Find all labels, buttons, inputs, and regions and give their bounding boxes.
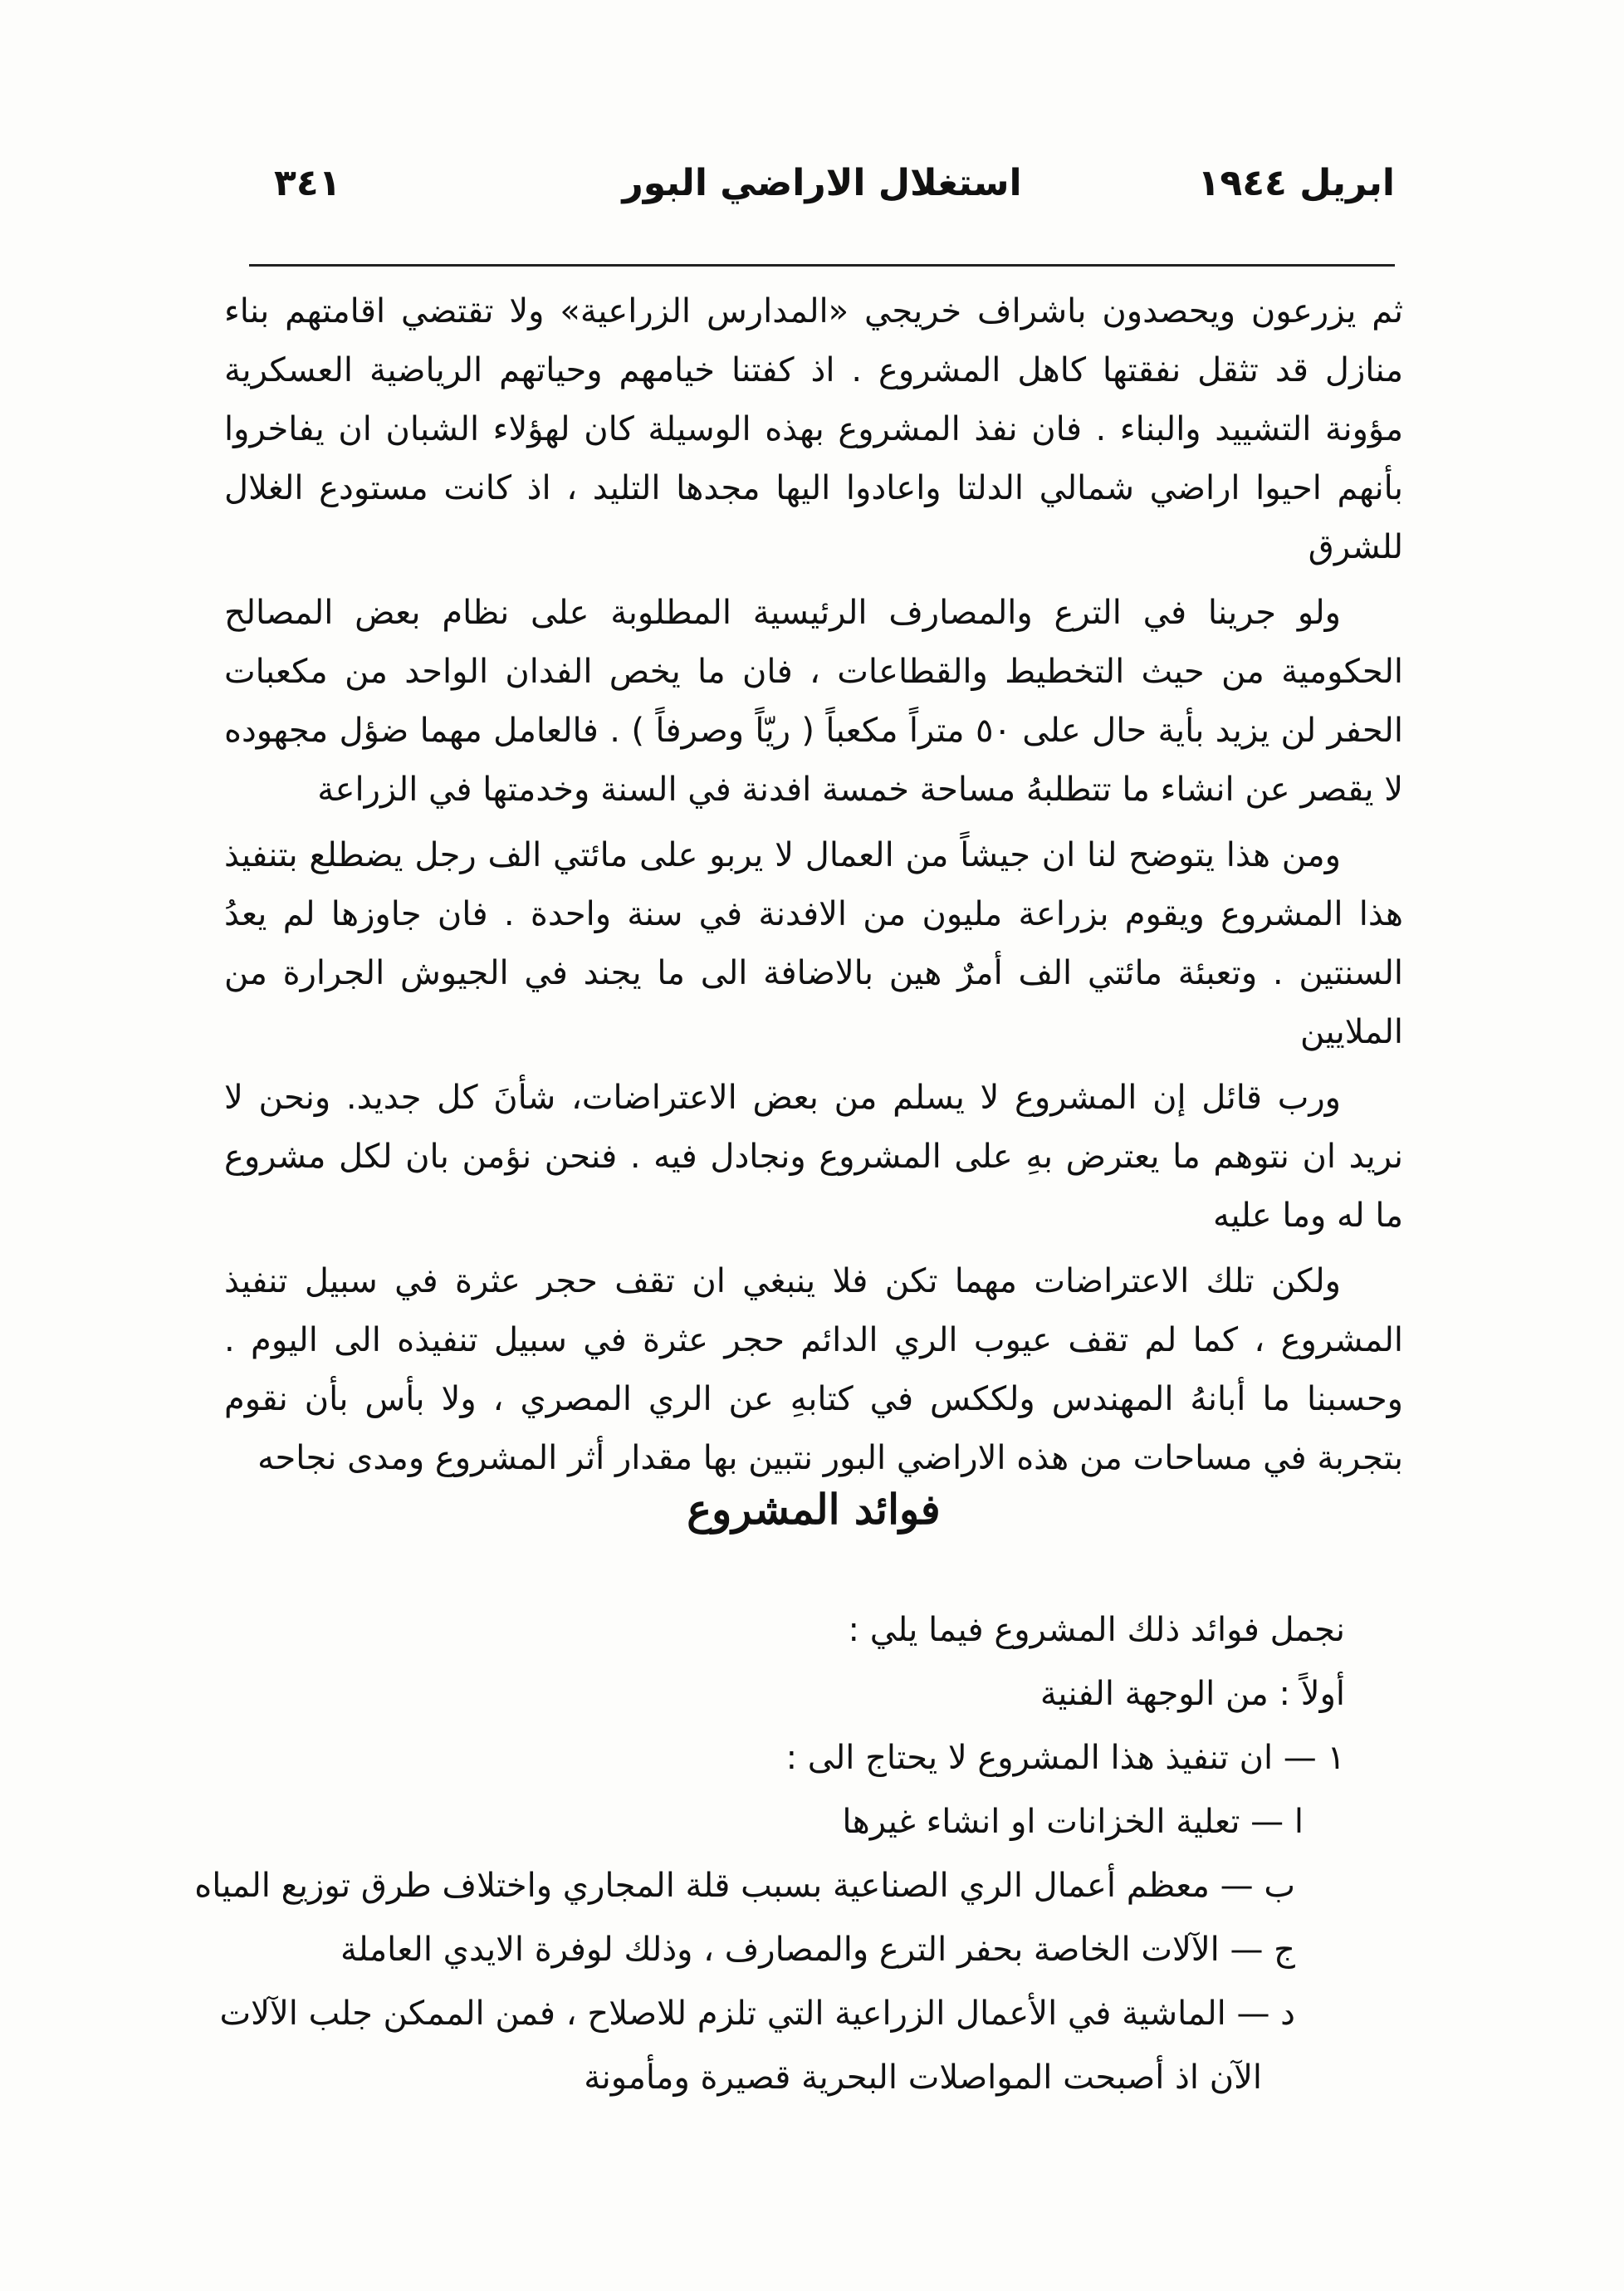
- header-title: استغلال الاراضي البور: [622, 162, 1022, 204]
- list-sub-item-c: ج — الآلات الخاصة بحفر الترع والمصارف ، وذلك لوفرة الايدي العاملة: [340, 1931, 1295, 1969]
- list-first-heading: أولاً : من الوجهة الفنية: [1039, 1675, 1345, 1713]
- section-heading: فوائد المشروع: [687, 1485, 941, 1534]
- paragraph-2: ولو جرينا في الترع والمصارف الرئيسية المطلوبة على نظام بعض المصالح الحكومية من حيث التخطيط والقطاعات ، فان ما يخص الفدان الواحد من مكعبات الحفر لن يزيد بأية حال على ٥٠ متراً مكعباً ( ريّاً وصرفاً ) . فالعامل مهما ضؤل مجهوده لا يقصر عن انشاء ما تتطلبهُ مساحة خمسة افدنة في السنة وخدمتها في الزراعة: [224, 594, 1403, 809]
- list-sub-item-d: د — الماشية في الأعمال الزراعية التي تلزم للاصلاح ، فمن الممكن جلب الآلات: [219, 1995, 1295, 2033]
- paragraph-5: ولكن تلك الاعتراضات مهما تكن فلا ينبغي ان تقف حجر عثرة في سبيل تنفيذ المشروع ، كما لم تقف عيوب الري الدائم حجر عثرة في سبيل تنفيذه الى اليوم . وحسبنا ما أبانهُ المهندس ولككس في كتابهِ عن الري المصري ، ولا بأس بأن نقوم بتجربة في مساحات من هذه الاراضي البور نتبين بها مقدار أثر المشروع ومدى نجاحه: [224, 1262, 1403, 1477]
- list-sub-item-b: ب — معظم أعمال الري الصناعية بسبب قلة المجاري واختلاف طرق توزيع المياه: [194, 1867, 1295, 1905]
- benefits-list: [194, 1598, 1345, 2110]
- page-number: ٣٤١: [274, 162, 341, 204]
- list-sub-item-a: ا — تعلية الخزانات او انشاء غيرها: [842, 1803, 1304, 1841]
- list-item-1: ١ — ان تنفيذ هذا المشروع لا يحتاج الى :: [785, 1739, 1345, 1777]
- paragraph-3: ومن هذا يتوضح لنا ان جيشاً من العمال لا يربو على مائتي الف رجل يضطلع بتنفيذ هذا المشروع ويقوم بزراعة مليون من الافدنة في سنة واحدة . فان جاوزها لم يعدُ السنتين . وتعبئة مائتي الف أمرٌ هين بالاضافة الى ما يجند في الجيوش الجرارة من الملايين: [224, 836, 1403, 1051]
- body-text: [224, 282, 1403, 1495]
- header-rule: [249, 264, 1395, 267]
- paragraph-4: ورب قائل إن المشروع لا يسلم من بعض الاعتراضات، شأنَ كل جديد. ونحن لا نريد ان نتوهم ما يعترض بهِ على المشروع ونجادل فيه . فنحن نؤمن بان لكل مشروع ما له وما عليه: [224, 1079, 1403, 1235]
- running-header: [249, 162, 1395, 228]
- list-sub-item-d-continuation: الآن اذ أصبحت المواصلات البحرية قصيرة ومأمونة: [584, 2058, 1262, 2097]
- header-date: ابريل ١٩٤٤: [1197, 162, 1395, 204]
- list-intro: نجمل فوائد ذلك المشروع فيما يلي :: [848, 1611, 1345, 1649]
- paragraph-1: ثم يزرعون ويحصدون باشراف خريجي «المدارس الزراعية» ولا تقتضي اقامتهم بناء منازل قد تثقل نفقتها كاهل المشروع . اذ كفتنا خيامهم وحياتهم الرياضية العسكرية مؤونة التشييد والبناء . فان نفذ المشروع بهذه الوسيلة كان لهؤلاء الشبان ان يفاخروا بأنهم احيوا اراضي شمالي الدلتا واعادوا اليها مجدها التليد ، اذ كانت مستودع الغلال للشرق: [224, 292, 1403, 566]
